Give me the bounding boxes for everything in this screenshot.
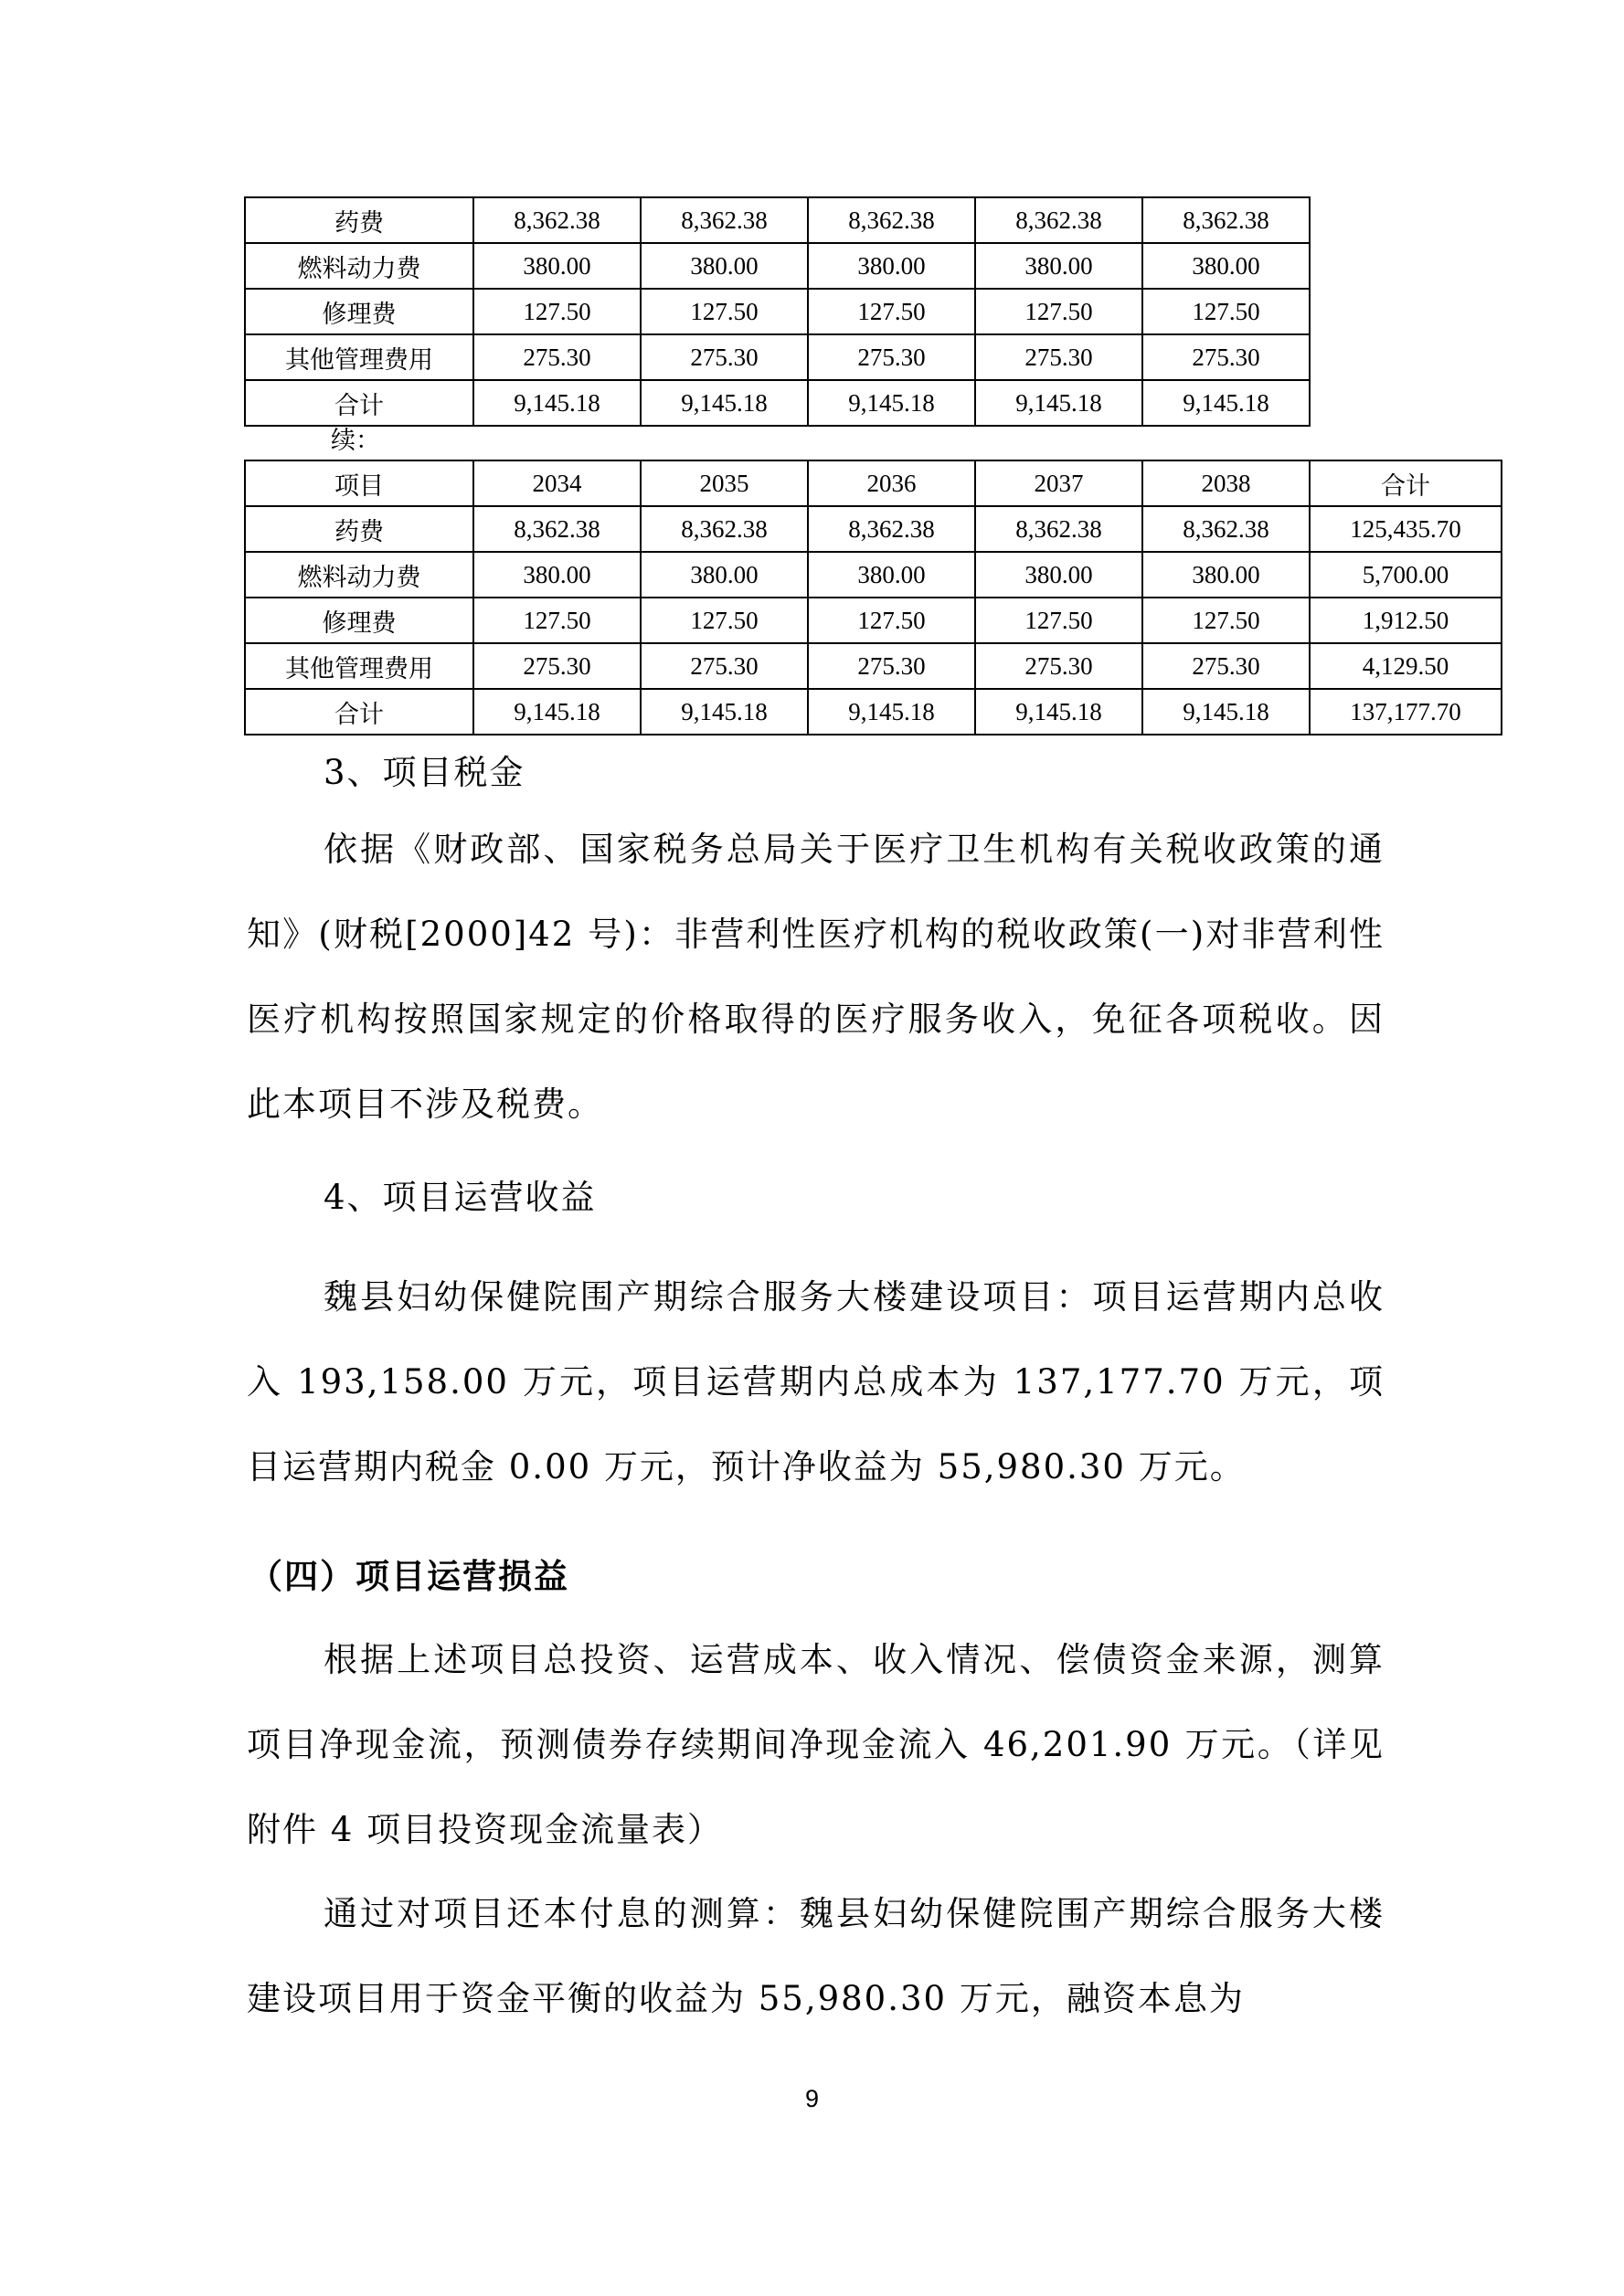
table-cell: 127.50 — [975, 598, 1142, 643]
table-cell: 137,177.70 — [1310, 689, 1502, 735]
table-cell: 125,435.70 — [1310, 506, 1502, 552]
row-label: 药费 — [245, 197, 473, 243]
table-cell: 127.50 — [808, 289, 975, 334]
table-cell: 380.00 — [641, 243, 808, 289]
table-cell: 127.50 — [808, 598, 975, 643]
table-cell: 275.30 — [1142, 643, 1310, 689]
column-header: 项目 — [245, 460, 473, 506]
column-header: 2034 — [473, 460, 641, 506]
page-number: 9 — [804, 2085, 820, 2112]
cost-table-summary — [244, 460, 1502, 735]
table-cell: 127.50 — [473, 598, 641, 643]
column-header: 2036 — [808, 460, 975, 506]
row-label: 修理费 — [245, 598, 473, 643]
table-cell: 380.00 — [473, 552, 641, 598]
table-row — [245, 243, 1310, 289]
table-cell: 4,129.50 — [1310, 643, 1502, 689]
table-cell: 380.00 — [975, 552, 1142, 598]
column-header: 2037 — [975, 460, 1142, 506]
table-cell: 9,145.18 — [975, 380, 1142, 426]
table-cell: 1,912.50 — [1310, 598, 1502, 643]
table-cell: 8,362.38 — [1142, 197, 1310, 243]
table-cell: 380.00 — [808, 552, 975, 598]
continued-label: 续： — [331, 427, 380, 455]
cost-table-body — [245, 506, 1502, 735]
table-row — [245, 598, 1502, 643]
row-label: 合计 — [245, 689, 473, 735]
table-cell: 9,145.18 — [473, 689, 641, 735]
table-cell: 9,145.18 — [808, 689, 975, 735]
table-cell: 8,362.38 — [975, 506, 1142, 552]
table-cell: 127.50 — [641, 289, 808, 334]
table-cell: 9,145.18 — [975, 689, 1142, 735]
table-cell: 8,362.38 — [808, 197, 975, 243]
table-row — [245, 552, 1502, 598]
table-cell: 275.30 — [473, 334, 641, 380]
table-cell: 8,362.38 — [808, 506, 975, 552]
table-cell: 9,145.18 — [641, 689, 808, 735]
paragraph-debt-service: 通过对项目还本付息的测算：魏县妇幼保健院围产期综合服务大楼建设项目用于资金平衡的收益为 55,980.30 万元，融资本息为 — [247, 1894, 1385, 2018]
section-heading-tax: 3、项目税金 — [324, 753, 525, 792]
table-cell: 5,700.00 — [1310, 552, 1502, 598]
table-cell: 275.30 — [808, 643, 975, 689]
table-cell: 127.50 — [641, 598, 808, 643]
table-row — [245, 689, 1502, 735]
column-header: 2035 — [641, 460, 808, 506]
table-row — [245, 197, 1310, 243]
table-cell: 8,362.38 — [1142, 506, 1310, 552]
paragraph-revenue: 魏县妇幼保健院围产期综合服务大楼建设项目：项目运营期内总收入 193,158.00 万元，项目运营期内总成本为 137,177.70 万元，项目运营期内税金 0.00 万元，预计净收益为 55,980.30 万元。 — [247, 1277, 1385, 1487]
table-cell: 8,362.38 — [641, 506, 808, 552]
column-header: 2038 — [1142, 460, 1310, 506]
cost-table-continued-top — [244, 196, 1311, 427]
paragraph-cash-flow: 根据上述项目总投资、运营成本、收入情况、偿债资金来源，测算项目净现金流，预测债券存续期间净现金流入 46,201.90 万元。（详见附件 4 项目投资现金流量表） — [247, 1640, 1385, 1849]
table-cell: 275.30 — [641, 643, 808, 689]
row-label: 修理费 — [245, 289, 473, 334]
table-row — [245, 380, 1310, 426]
row-label: 其他管理费用 — [245, 334, 473, 380]
table-cell: 9,145.18 — [1142, 689, 1310, 735]
table-cell: 127.50 — [975, 289, 1142, 334]
table-cell: 8,362.38 — [975, 197, 1142, 243]
table-cell: 380.00 — [473, 243, 641, 289]
table-row — [245, 643, 1502, 689]
section-heading-revenue: 4、项目运营收益 — [324, 1178, 597, 1217]
table-cell: 380.00 — [1142, 552, 1310, 598]
table-cell: 8,362.38 — [641, 197, 808, 243]
table-cell: 8,362.38 — [473, 506, 641, 552]
table-row — [245, 289, 1310, 334]
table-row — [245, 506, 1502, 552]
table-cell: 9,145.18 — [808, 380, 975, 426]
section-heading-profit-loss: （四）项目运营损益 — [249, 1556, 569, 1596]
table-cell: 8,362.38 — [473, 197, 641, 243]
table-cell: 380.00 — [808, 243, 975, 289]
table-cell: 9,145.18 — [641, 380, 808, 426]
table-cell: 275.30 — [473, 643, 641, 689]
table-cell: 127.50 — [1142, 289, 1310, 334]
table-cell: 127.50 — [1142, 598, 1310, 643]
row-label: 燃料动力费 — [245, 243, 473, 289]
table-cell: 275.30 — [641, 334, 808, 380]
paragraph-tax-policy: 依据《财政部、国家税务总局关于医疗卫生机构有关税收政策的通知》(财税[2000]42 号)：非营利性医疗机构的税收政策(一)对非营利性医疗机构按照国家规定的价格取得的医疗服务收入，免征各项税收。因此本项目不涉及税费。 — [247, 830, 1385, 1124]
table-cell: 380.00 — [975, 243, 1142, 289]
table-cell: 275.30 — [1142, 334, 1310, 380]
table-header-row — [245, 460, 1502, 506]
table-cell: 275.30 — [975, 334, 1142, 380]
row-label: 药费 — [245, 506, 473, 552]
column-header: 合计 — [1310, 460, 1502, 506]
table-cell: 9,145.18 — [473, 380, 641, 426]
table-cell: 275.30 — [808, 334, 975, 380]
table-cell: 275.30 — [975, 643, 1142, 689]
table-cell: 9,145.18 — [1142, 380, 1310, 426]
table-cell: 127.50 — [473, 289, 641, 334]
table-cell: 380.00 — [1142, 243, 1310, 289]
row-label: 合计 — [245, 380, 473, 426]
table-row — [245, 334, 1310, 380]
table-cell: 380.00 — [641, 552, 808, 598]
row-label: 其他管理费用 — [245, 643, 473, 689]
row-label: 燃料动力费 — [245, 552, 473, 598]
cost-table-body — [245, 197, 1310, 426]
